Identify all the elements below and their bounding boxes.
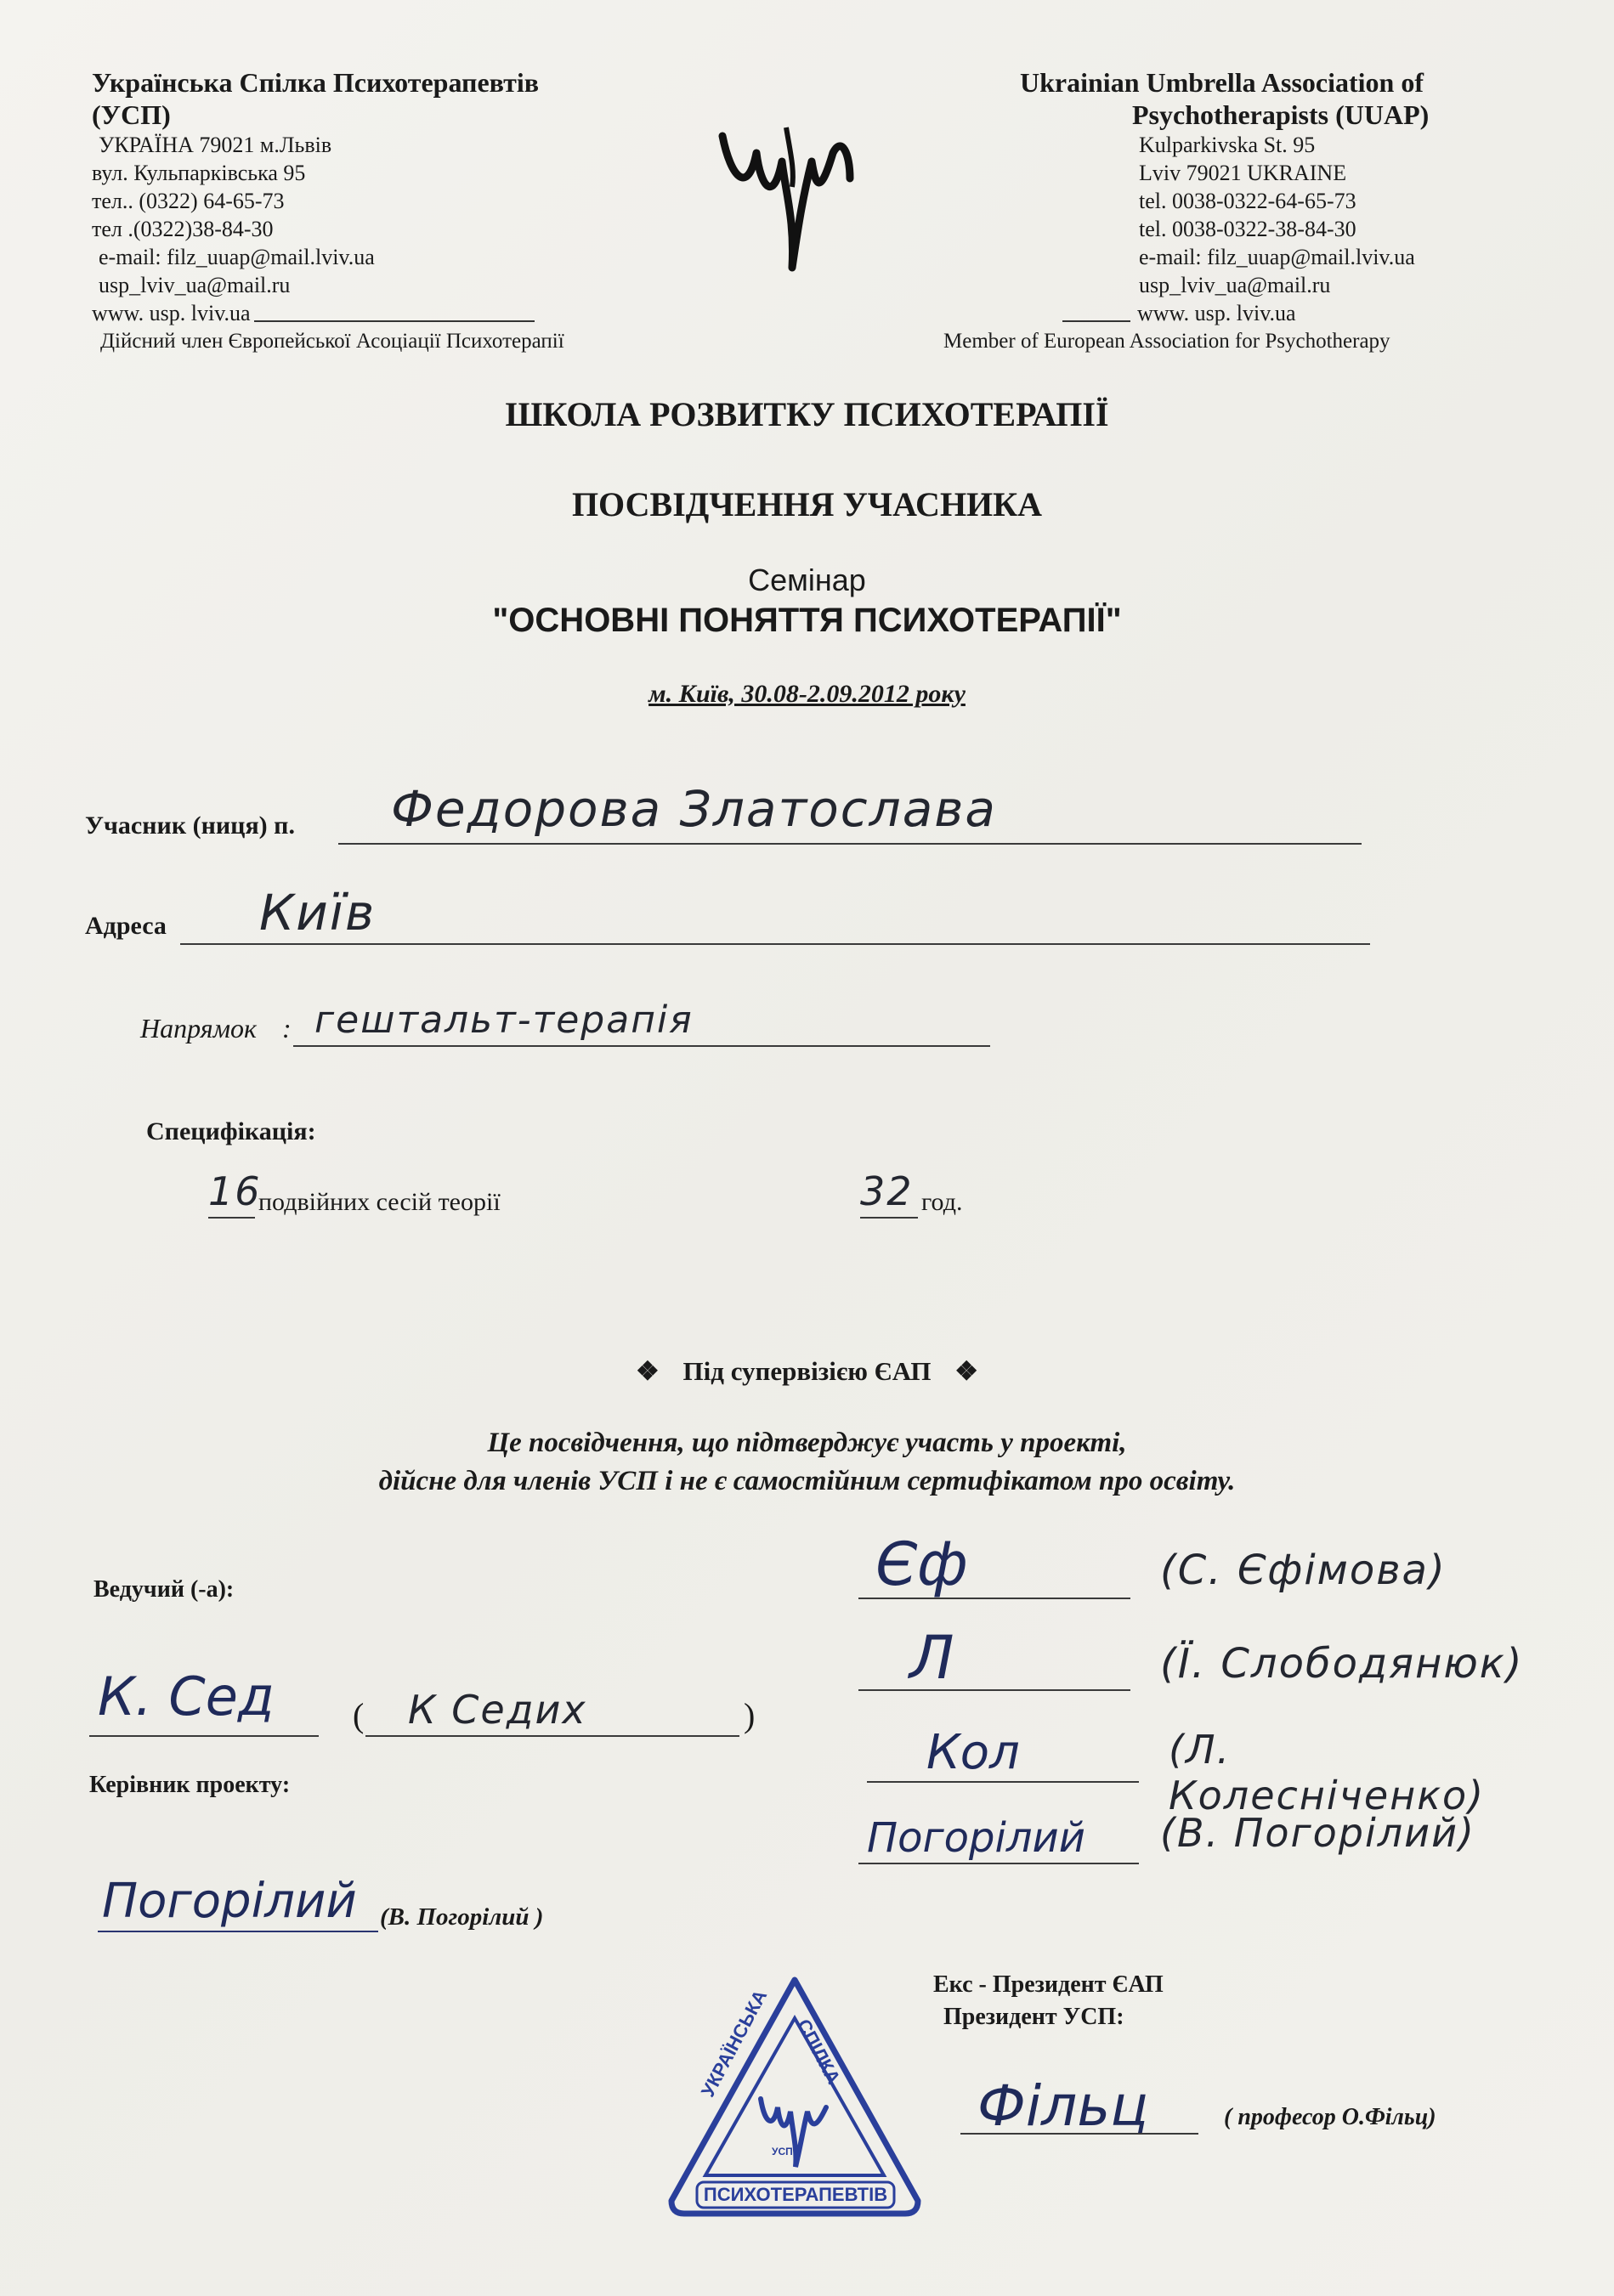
addr-line-ua-2: вул. Кульпарківська 95 (92, 161, 306, 185)
diamond-icon-right: ❖ (954, 1356, 978, 1386)
addr-line-ua-7: www. usp. lviv.ua (92, 301, 251, 325)
stamp-text-center: УСП (772, 2146, 793, 2157)
usp-logo-icon (714, 102, 858, 272)
stamp-text-right: СПІЛКА (792, 2016, 845, 2088)
leader-paren-close: ) (744, 1696, 756, 1734)
seminar-name: "ОСНОВНІ ПОНЯТТЯ ПСИХОТЕРАПІЇ" (492, 602, 1122, 639)
leader-paren-open: ( (353, 1696, 365, 1734)
address-label: Адреса (85, 912, 167, 940)
org-name-ua: Українська Спілка Психотерапевтів (92, 67, 540, 98)
addr-line-en-1: Kulparkivska St. 95 (1139, 133, 1316, 157)
certificate-title: ПОСВІДЧЕННЯ УЧАСНИКА (571, 485, 1043, 523)
addr-line-en-4: tel. 0038-0322-38-84-30 (1139, 217, 1356, 241)
usp-logo (714, 102, 858, 272)
addr-line-en-3: tel. 0038-0322-64-65-73 (1139, 189, 1356, 213)
president-name: ( професор О.Фільц) (1224, 2104, 1436, 2130)
school-title: ШКОЛА РОЗВИТКУ ПСИХОТЕРАПІЇ (505, 395, 1109, 433)
member-en: Member of European Association for Psychotherapy (943, 330, 1390, 353)
addr-line-en-6: usp_lviv_ua@mail.ru (1139, 273, 1331, 297)
stamp-text-left: УКРАЇНСЬКА (697, 1986, 772, 2101)
right-name-2: (Ї. Слободянюк) (1160, 1640, 1524, 1688)
sessions-value: 16 (208, 1168, 262, 1214)
participant-label: Учасник (ниця) п. (85, 812, 295, 840)
org-abbr-en: Psychotherapists (UUAP) (1132, 99, 1430, 130)
supervision-line (0, 1356, 1614, 1387)
manager-name: (В. Погорілий ) (380, 1903, 544, 1931)
notice-line-2: дійсне для членів УСП і не є самостійним сертифікатом про освіту. (378, 1466, 1236, 1496)
right-name-1-text: С. Єфімова (1177, 1547, 1429, 1594)
hours-text: год. (921, 1188, 963, 1216)
org-name-en: Ukrainian Umbrella Association of (1020, 67, 1424, 98)
addr-line-ua-3: тел.. (0322) 64-65-73 (92, 189, 285, 213)
right-sig-4: Погорілий (867, 1814, 1085, 1862)
president-line-2: Президент УСП: (943, 2004, 1124, 2030)
right-sig-1: Єф (875, 1530, 968, 1599)
diamond-icon-left: ❖ (636, 1356, 660, 1386)
leader-name: К Седих (408, 1687, 587, 1733)
place-date: м. Київ, 30.08-2.09.2012 року (648, 680, 966, 708)
direction-label: Напрямок (140, 1013, 257, 1043)
header-right (943, 66, 1538, 355)
addr-line-ua-6: usp_lviv_ua@mail.ru (99, 273, 291, 297)
right-sig-3: Кол (926, 1725, 1020, 1780)
addr-line-en-5: e-mail: filz_uuap@mail.lviv.ua (1139, 245, 1415, 269)
right-name-1: (С. Єфімова) (1160, 1547, 1447, 1594)
addr-line-ua-1: УКРАЇНА 79021 м.Львів (99, 133, 332, 157)
right-name-4-text: В. Погорілий (1176, 1810, 1458, 1856)
addr-line-en-2: Lviv 79021 UKRAINE (1139, 161, 1347, 185)
leader-signature: К. Сед (98, 1665, 275, 1728)
addr-line-ua-4: тел .(0322)38-84-30 (92, 217, 274, 241)
notice-line-1: Це посвідчення, що підтверджує участь у проекті, (487, 1428, 1127, 1458)
official-stamp (663, 1971, 926, 2226)
direction-value: гештальт-терапія (314, 998, 694, 1042)
org-abbr-ua: (УСП) (92, 99, 171, 130)
right-name-2-text: Ї. Слободянюк (1177, 1640, 1506, 1688)
header-left (92, 66, 687, 355)
sessions-text: подвійних сесій теорії (258, 1188, 501, 1216)
president-signature: Фільц (977, 2073, 1149, 2139)
direction-sep: : (282, 1013, 292, 1043)
right-sig-2: Л (909, 1623, 954, 1693)
member-ua: Дійсний член Європейської Асоціації Психотерапії (100, 330, 564, 353)
addr-line-ua-5: e-mail: filz_uuap@mail.lviv.ua (99, 245, 375, 269)
seminar-label: Семінар (748, 563, 866, 597)
manager-label: Керівник проекту: (89, 1772, 291, 1798)
hours-value: 32 (860, 1168, 914, 1214)
participant-value: Федорова Златослава (391, 780, 997, 838)
supervision-text: Під супервізією ЄАП (682, 1356, 932, 1386)
right-name-4: (В. Погорілий) (1160, 1810, 1475, 1856)
president-line-1: Екс - Президент ЄАП (933, 1971, 1164, 1998)
right-name-3-text: Л. Колесніченко (1169, 1727, 1469, 1818)
right-signatures (858, 1530, 1538, 1886)
stamp-text-bottom: ПСИХОТЕРАПЕВТІВ (703, 2184, 888, 2205)
right-name-3: (Л. Колесніченко) (1169, 1727, 1486, 1818)
leader-label: Ведучий (-а): (93, 1576, 235, 1603)
address-value: Київ (259, 884, 377, 942)
addr-line-en-7: www. usp. lviv.ua (1137, 301, 1296, 325)
manager-signature: Погорілий (102, 1874, 357, 1929)
spec-label: Специфікація: (146, 1117, 316, 1145)
